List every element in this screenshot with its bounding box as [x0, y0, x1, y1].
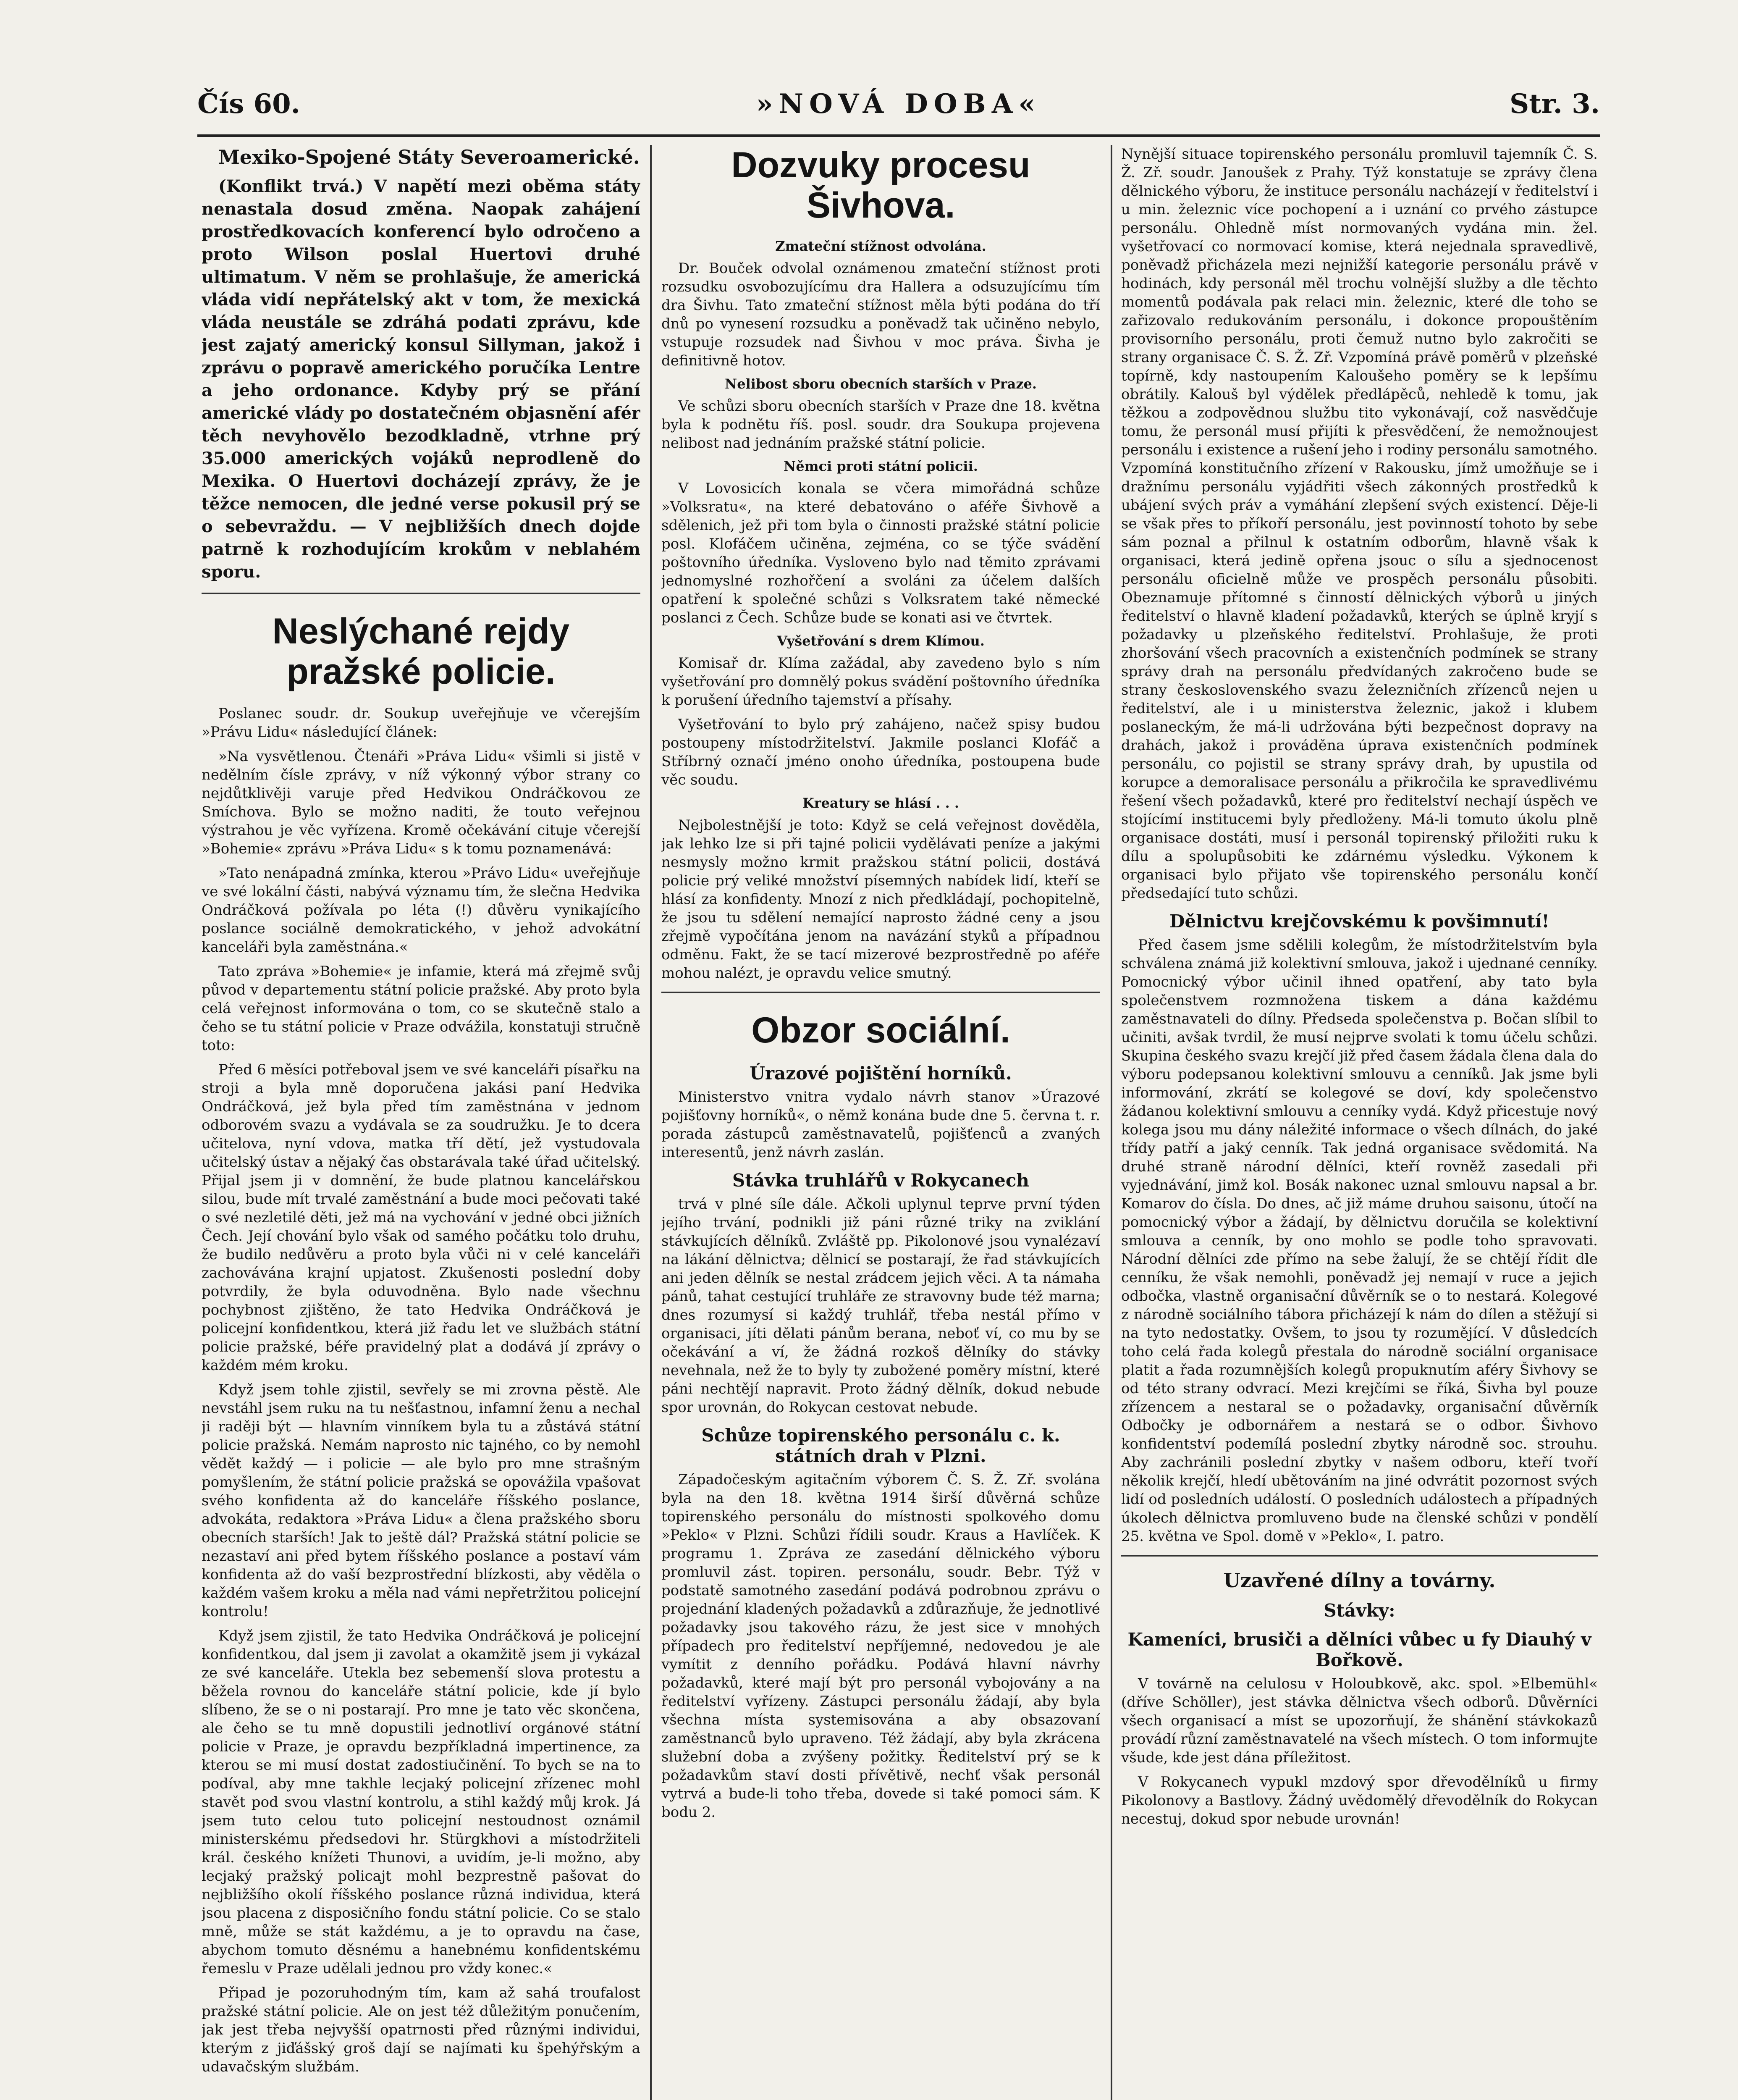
article-paragraph: »Tato nenápadná zmínka, kterou »Právo Lidu« uveřejňuje ve své lokální části, nabývá významu tím, že slečna Hedvika Ondráčková požívala po léta (!) důvěru vynikajícího poslance sociálně demokratického, v jehož advokátní kanceláři byla zaměstnána.«: [202, 865, 640, 956]
subsection-title: Schůze topirenského personálu c. k. státních drah v Plzni.: [701, 1425, 1060, 1466]
article-paragraph: Před časem jsme sdělili kolegům, že místodržitelstvím byla schválena známá již kolektivní smlouva, jakož i ujednané cenníky. Pomocnický výbor učinil ihned opatření, aby tato byla společenstvem rozmnožena tiskem a dána každému zaměstnavateli do dílny. Předseda společenstva p. Bočan slíbil to učiniti, avšak tvrdil, že musí nejprve svolati k tomu účelu schůzi. Skupina českého svazu krejčí již před časem žádala člena dala do výboru podepsanou kolektivní smlouvu a cenníků. Jak jsme byli informování, zkrátí se kolegové se doví, kdy společenstvo žádanou kolektivní smlouvu a cenníky vydá. Když přicestuje nový kolega jsou mu dány náležité informace o všech dílnách, do jaké třídy patří a jaký cenník. Tak jedná organisace svědomitá. Na druhé straně národní dělníci, kteří rovněž zasedali při vyjednávání, jimž kol. Bosák nakonec uznal smlouvu napsal a br. Komarov do čísla. Do dnes, ač již máme druhou saisonu, útočí na pomocnický výbor a žádají, by dělnictvu doručila se kolektivní smlouva a cenník, by ono mohlo se podle toho spravovati. Národní dělníci zde přímo na sebe žalují, že se chtějí řídit dle cenníku, že však nemohli, poněvadž jej nemají v ruce a jejich odbočka, vlastně organisační důvěrník se o to nestará. Kolegové z národně sociálního tábora přicházejí k nám do dílen a stěžují si na tyto nedostatky. Ovšem, to jsou ty rozumějící. V důsledcích toho celá řada kolegů přestala do národně sociální organisace platit a řada rozumnějších kolegů propuknutím aféry Šivhovy se od této strany odvrací. Mezi krejčími se říká, Šivha byl pouze zřízencem a nestaral se o požadavky, organisační důvěrník Odbočky je odbornářem a nestará se o odbor. Šivhovo konfidentství podemílá poslední zbytky národně soc. strouhu. Aby zachránili poslední zbytky v našem odboru, kteří tvoří několik krejčí, hledí ubětováním na jiné odvrátit pozornost svých lidí od posledních událostí. O posledních událostech a případných úkolech dělnictva promluveno bude na členské schůzi v pondělí 25. května ve Spol. domě v »Peklo«, I. patro.: [1121, 937, 1598, 1545]
subsection-title: Zmateční stížnost odvolána.: [775, 238, 986, 254]
article-paragraph: V Rokycanech vypukl mzdový spor dřevodělníků u firmy Pikolonovy a Bastlovy. Žádný uvědomělý dřevodělník do Rokycan necestuj, dokud spor nebude urovnán!: [1121, 1774, 1598, 1827]
section-rule: [202, 593, 640, 594]
article-paragraph: Tato zpráva »Bohemie« je infamie, která má zřejmě svůj původ v departementu státní policie pražské. Aby proto byla celá veřejnost informována o tom, co se skutečně stalo a čeho se tu státní policie v Praze odvážila, konstatuji stručně toto:: [202, 963, 640, 1054]
section-rule: [1121, 1555, 1598, 1557]
column-divider: [1111, 145, 1112, 2100]
column-1: [202, 145, 640, 2100]
article-paragraph: Nynější situace topirenského personálu promluvil tajemník Č. S. Ž. Zř. soudr. Janoušek z Prahy. Týž konstatuje se zprávy člena dělnického výboru, že instituce personálu nacházejí v ředitelství i u min. železnic více pochopení a i uznání co prvého zástupce personálu. Ohledně míst normovaných vydána min. žel. vyšetřovací co normovací komise, která nejednala spravedlivě, poněvadž přicházela mezi nejnižší kategorie personálu právě v hodinách, kdy personál měl trochu volnější služby a dle těchto momentů podávala pak relaci min. železnic, které dle toho se zařizovalo redukováním personálu, i dokonce propouštěním provisorního personálu, proti čemuž nutno bylo zakročiti se strany organisace Č. S. Ž. Zř. Vzpomíná právě poměrů v plzeňské topírně, kdy nastoupením Kaloušeho poměry se k lepšímu obrátily. Kalouš byl výdělek předlápěců, nehledě k tomu, jak těžkou a zodpovědnou službu tito vykonávají, což nasvědčuje tomu, že personál musí přijíti k přesvědčení, že nemožnoujest personálu i existence a rušení jeho i rodiny personálu samotného. Vzpomíná konstitučního zřízení v Rakousku, jímž umožňuje se i dražnímu personálu vyjádřiti všech zákonných prostředků k ubájení svých práv a vymáhání zlepšení svých existencí. Děje-li se však přes to příkoří personálu, jest povinností tohoto by sebe sám poznal a přilnul k ostatním odborům, hlavně však k organisaci, která jedině opřena jsouc o sílu a sjednocenost personálu oficielně může ve prospěch personálu působiti. Obeznamuje přítomné s činností dělnických výborů u jiných ředitelství o hlavně kladení požadavků, kterých se úplně kryjí s požadavky u plzeňského ředitelství. Prohlašuje, že proti zhoršování všech pracovních a existenčních podmínek se strany správy drah na personálu předvídaných zakročeno bude se strany československého svazu železničních zřízenců nejen u ředitelství, ale i u ministerstva železnic, jakož i klubem poslaneckým, že má-li udržována býti bezpečnost dopravy na drahách, jakož i prováděna úprava existenčních podmínek personálu, co pojistil se strany správy drah, by upustila od korupce a demoralisace personálu a přikročila ke spravedlivému řešení všech požadavků, které pro ředitelství nechají úspěch ve stojícímí institucemi byly předloženy. Má-li tomuto úkolu plně organisace dostáti, musí i personál topirenský přiložiti ruku k dílu a spolupůsobiti ke zdárnému výsledku. Výkonem k organisaci bylo přijato vše topirenského personálu končí předsedající tuto schůzi.: [1121, 146, 1598, 902]
article-paragraph: Vyšetřování to bylo prý zahájeno, načež spisy budou postoupeny místodržitelství. Jakmile poslanci Klofáč a Stříbrný označí jméno onoho úředníka, postoupena bude věc soudu.: [661, 716, 1100, 788]
article-paragraph: Připad je pozoruhodným tím, kam až sahá troufalost pražské státní policie. Ale on jest též důležitým ponučením, jak jest třeba nejvyšší opatrnosti před různými individui, kterým z jiďášský groš dají se najímati ku špehýřským a udavačským službám.: [202, 1984, 640, 2075]
masthead-title: »NOVÁ DOBA«: [756, 88, 1041, 120]
subsection-title: Němci proti státní policii.: [784, 458, 978, 474]
article-paragraph: V továrně na celulosu v Holoubkově, akc. spol. »Elbemühl« (dříve Schöller), jest stávka dělnictva všech odborů. Důvěrníci všech organisací a míst se upozorňují, že shánění stávkokazů provádí různí zaměstnavatelé na všech místech. O tom informujte všude, kde jest dána příležitost.: [1121, 1675, 1598, 1766]
section-rule: [661, 992, 1100, 993]
article-paragraph: Dr. Bouček odvolal oznámenou zmateční stížnost proti rozsudku osvobozujícímu dra Hallera a odsuzujícímu tím dra Šivhu. Tato zmateční stížnost měla býti podána do tří dnů po vynesení rozsudku a poněvadž tak učiněno nebylo, vstupuje rozsudek nad Šivhou v moc práva. Šivha je definitivně hotov.: [661, 260, 1100, 369]
column-divider: [650, 145, 652, 2100]
article-lead-text: (Konflikt trvá.) V napětí mezi oběma státy nenastala dosud změna. Naopak zahájení prostředkovacích konferencí bylo odročeno a proto Wilson poslal Huertovi druhé ultimatum. V něm se prohlašuje, že americká vláda vidí nepřátelský akt v tom, že mexická vláda neustále se zdráhá podati zprávu, kde jest zajatý americký konsul Sillyman, jakož i zprávu o popravě amerického poručíka Lentre a jeho ordonance. Kdyby prý se přání americké vlády po dostatečném objasnění afér těch nevyhovělo bezodkladně, vtrhne prý 35.000 amerických vojáků neprodleně do Mexika. O Huertovi docházejí zprávy, že je těžce nemocen, dle jedné verse pokusil prý se o sebevraždu. — V nejbližších dnech dojde patrně k rozhodujícím krokům v neblahém sporu.: [202, 176, 640, 582]
subsection-title: Kameníci, brusiči a dělníci vůbec u fy Diauhý v Bořkově.: [1127, 1629, 1591, 1670]
section-headline: Obzor sociální.: [751, 1010, 1010, 1050]
article-paragraph: Poslanec soudr. dr. Soukup uveřejňuje ve včerejším »Právu Lidu« následující článek:: [202, 705, 640, 740]
column-2: [661, 145, 1100, 2100]
article-paragraph: »Na vysvětlenou. Čtenáři »Práva Lidu« všimli si jistě v nedělním čísle zprávy, v níž výkonný výbor strany co nejdůtklivěji varuje před Hedvikou Ondráčkovou ze Smíchova. Bylo se možno naditi, že touto veřejnou výstrahou je věc vyřízena. Kromě očekávání cituje včerejší »Bohemie« zprávu »Práva Lidu« s k tomu poznamenává:: [202, 748, 640, 857]
subsection-title: Dělnictvu krejčovskému k povšimnutí!: [1169, 911, 1549, 932]
article-paragraph: V Lovosicích konala se včera mimořádná schůze »Volksratu«, na které debatováno o aféře Šivhově a sdělenich, jež při tom byla o činnosti pražské státní policie posl. Klofáčem učiněna, zejména, co se týče svádění poštovního úředníka. Vysloveno bylo nad těmito zprávami jednomyslné rozhořčení a svoláni za účelem dalších opatření k společné schůzi s Volksratem také německé poslanci z Čech. Schůze bude se konati asi ve čtvrtek.: [661, 480, 1100, 626]
article-paragraph: Komisař dr. Klíma zažádal, aby zavedeno bylo s ním vyšetřování pro domnělý pokus svádění poštovního úředníka k porušení úředního tajemství a přísahy.: [661, 655, 1100, 709]
article-paragraph: trvá v plné síle dále. Ačkoli uplynul teprve první týden jejího trvání, podnikli již páni různé triky na zviklání stávkujících dělníků. Zvláště pp. Pikolonové jsou vynalézaví na lákání dělnictva; dělnicí se postarají, že řad stávkujících ani jeden dělník se nestal zrádcem jejich věci. A ta námaha pánů, tahat cestující truhláře ze stravovny bude též marna; dnes rozumysí si každý truhlář, třeba nestál přímo v organisaci, jíti dělati pánům berana, neboť ví, co mu by se očekávání a ví, že žádná rozkoš dělníky do stávky nevehnala, než že to byly ty zubožené poměry místní, které páni nechtějí napravit. Proto žádný dělník, dokud nebude spor urovnán, do Rokycan cestovat nebude.: [661, 1196, 1100, 1416]
subsection-title: Kreatury se hlásí . . .: [802, 795, 959, 811]
subsection-title: Stávky:: [1324, 1600, 1395, 1621]
article-paragraph: Když jsem zjistil, že tato Hedvika Ondráčková je policejní konfidentkou, dal jsem ji zavolat a okamžitě jsem ji vykázal ze své kanceláře. Utekla bez sebemenší slova protestu a běžela rovnou do kanceláře státní policie, kde jí bylo slíbeno, že se o ni postarají. Pro mne je tato věc skončena, ale čeho se tu mně dopustili jednotliví orgánové státní policie v Praze, je opravdu bezpříkladná impertinence, za kterou se mi musí dostat zadostiučinění. To bych se na to podíval, aby mne takhle lecjaký policejní zřízenec mohl stavět pod svou vlastní kontrolu, a stihl každý můj krok. Já jsem tuto celou tuto policejní nestoudnost oznámil ministerskému předsedovi hr. Stürgkhovi a místodržiteli král. českého knížeti Thunovi, a uvidím, je-li možno, aby lecjaký pražský policajt mohl bezprestně pašovat do nejbližšího okolí říšského poslance různá individua, která jsou placena z disposičního fondu státní policie. Co se stalo mně, může se stát každému, a je to opravdu na čase, abychom tomuto děsnému a hanebnému konfidentskému řemeslu v Praze udělali jednou pro vždy konec.«: [202, 1628, 640, 1977]
page-header: [197, 88, 1600, 139]
article-paragraph: Západočeským agitačním výborem Č. S. Ž. Zř. svolána byla na den 18. května 1914 širší důvěrná schůze topirenského personálu do místnosti spolkového domu »Peklo« v Plzni. Schůzi řídili soudr. Kraus a Havlíček. K programu 1. Zpráva ze zasedání dělnického výboru promluvil zást. topiren. personálu, soudr. Bebr. Týž v podstatě samotného zasedání podává podrobnou zprávu o projednání kladených požadavků a zdůrazňuje, že jednotlivé požadavky jsou takového rázu, že jest sice v mnohých případech pro ředitelství nepříjemné, nedovedou je ale vymítit z denního pořádku. Podává hlavní návrhy požadavků, které mají být pro personál vybojovány a na ředitelství vyřízeny. Zástupci personálu žádají, aby byla všechna místa systemisována a aby obsazovaní zaměstnanců bylo upraveno. Též žádají, aby byla zkrácena služební doba a zvýšeny požitky. Ředitelství prý se k požadavkům staví dosti přívětivě, nechť však personál vytrvá a bude-li toho třeba, dovede si také pomoci sám. K bodu 2.: [661, 1471, 1100, 1821]
header-rule: [197, 134, 1600, 137]
page-number: Str. 3.: [1510, 88, 1600, 120]
article-paragraph: Když jsem tohle zjistil, sevřely se mi zrovna pěstě. Ale nevstáhl jsem ruku na tu nešťastnou, infamní ženu a nechal ji raději být — hlavním vinníkem byla tu a zůstává státní policie pražská. Nemám naprosto nic tajného, co by nemohl vědět každý — i policie — ale bylo pro mne strašným pomyšlením, že státní policie pražská se opovážila vpašovat svého konfidenta až do kanceláře říšského poslance, advokáta, redaktora »Práva Lidu« a člena pražského sboru obecních starších! Jak to ještě dál? Pražská státní policie se nezastaví ani před bytem říšského poslance a postaví vám konfidenta až do vaší bezprostřední blízkosti, aby věděla o každém vašem kroku a měla nad vámi nepřetržitou policejní kontrolu!: [202, 1381, 640, 1620]
article-headline: Neslýchané rejdy pražské policie.: [272, 611, 570, 692]
article-headline: Dozvuky procesu Šivhova.: [731, 145, 1030, 226]
issue-number: Čís 60.: [197, 88, 300, 120]
article-paragraph: Nejbolestnější je toto: Když se celá veřejnost dověděla, jak lehko lze si při tajné policii vydělávati peníze a jakými nesmysly možno krmit pražskou státní policii, dostává policie prý veliké množství písemných nabídek lidí, kteří se hlásí za konfidenty. Mnozí z nich předkládají, pochopitelně, že jsou tu sdělení nemající naprosto žádné ceny a jsou zřejmě vypočítána jenom na navázání styků a případnou odměnu. Fakt, že se tací mizerové bezprostředně po aféře mohou nalézt, je opravdu velice smutný.: [661, 817, 1100, 982]
subsection-title: Úrazové pojištění horníků.: [750, 1063, 1012, 1084]
article-lead-title: Mexiko-Spojené Státy Severoamerické.: [218, 146, 640, 168]
article-paragraph: Ministerstvo vnitra vydalo návrh stanov »Úrazové pojišťovny horníků«, o němž konána bude dne 5. června t. r. porada zástupců zaměstnavatelů, pojišťenců a zvaných interesentů, jenž návrh zaslán.: [661, 1089, 1100, 1161]
article-paragraph: Před 6 měsíci potřeboval jsem ve své kanceláři písařku na stroji a byla mně doporučena jakási paní Hedvika Ondráčková, jež byla před tím zaměstnána v jednom odborovém svazu a vydávala se za soudružku. Je to dcera učitelova, nyní vdova, matka tří dětí, jež vystudovala učitelský ústav a nějaký čas obstarávala také úřad učitelský. Přijal jsem ji v domnění, že bude platnou kancelářskou silou, bude mít trvalé zaměstnání a bude moci pečovati také o své nezletilé děti, jež má na vychování v jedné obci jižních Čech. Její chování bylo však od samého počátku tolo druhu, že budilo nedůvěru a proto byla vůči ni v celé kanceláři zachovávána krajní upjatost. Zkušenosti poslední doby potvrdily, že byla oduvodněna. Bylo nade všechnu pochybnost zjištěno, že tato Hedvika Ondráčková je policejní konfidentkou, která již řadu let ve službách státní policie pražské, béře pravidelný plat a dodává jí zprávy o každém mém kroku.: [202, 1061, 640, 1374]
section-headline: Uzavřené dílny a továrny.: [1223, 1569, 1496, 1592]
article-paragraph: Ve schůzi sboru obecních starších v Praze dne 18. května byla k podnětu říš. posl. soudr. dra Soukupa projevena nelibost nad jednáním pražské státní policie.: [661, 398, 1100, 452]
column-3: [1121, 145, 1598, 2100]
subsection-title: Vyšetřování s drem Klímou.: [777, 633, 985, 649]
subsection-title: Stávka truhlářů v Rokycanech: [732, 1170, 1029, 1191]
subsection-title: Nelibost sboru obecních starších v Praze.: [725, 376, 1037, 392]
